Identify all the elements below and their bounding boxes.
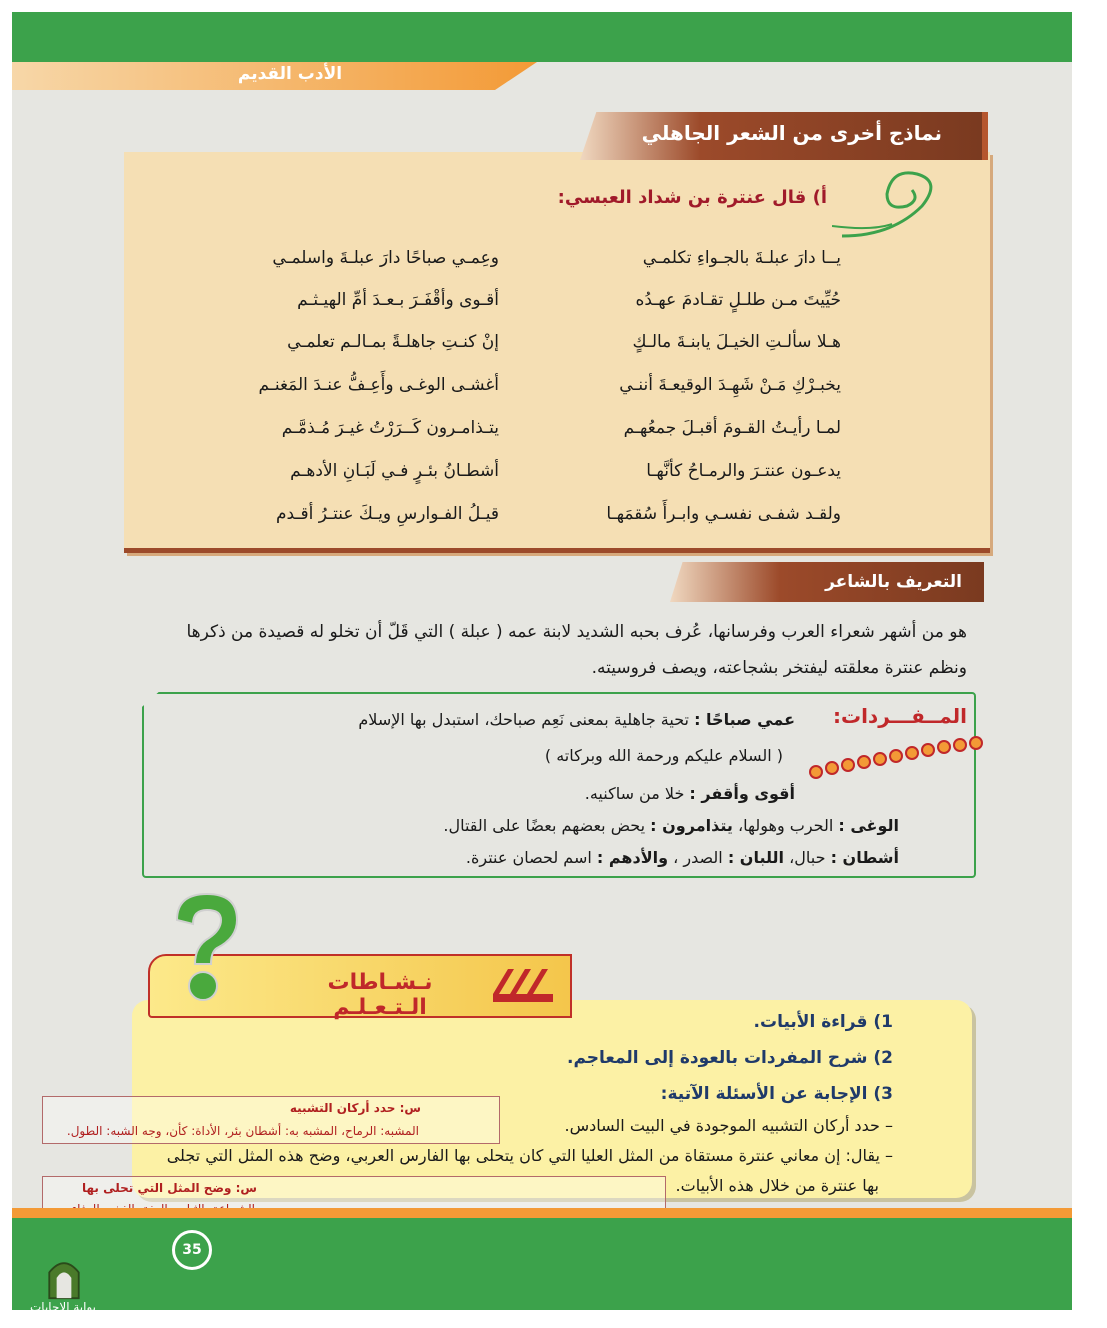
vocab-definition: خلا من ساكنيه.: [584, 784, 690, 803]
site-logo-text: بوابة الإجابات: [30, 1300, 97, 1314]
verse-2-second: أقـوى وأقْفَـرَ بـعـدَ أمِّ الهيـثـم: [297, 290, 499, 310]
vocab-term: أقوى وأقفر :: [689, 784, 795, 803]
site-logo-icon: [44, 1254, 84, 1300]
vocab-definition: حبال،: [784, 848, 831, 867]
swirl-ornament-icon: [832, 166, 952, 246]
vocab-line-2: [545, 746, 783, 765]
vocab-line-1: [358, 710, 795, 729]
page-number: 35: [172, 1230, 212, 1270]
verse-5-first: لمـا رأيـتُ القـومَ أقبـلَ جمعُهـم: [623, 418, 841, 438]
vocab-line-4: [443, 816, 899, 835]
bead-chain-icon: [806, 734, 986, 782]
vocab-term: اللبان :: [727, 848, 784, 867]
verse-3-first: هـلا سألـتِ الخيـلَ يابنـةَ مالـكٍ: [632, 332, 841, 352]
top-green-band: [12, 12, 1072, 62]
vocab-definition: يحض بعضهم بعضًا على القتال.: [443, 816, 651, 835]
footer-green-band: [12, 1218, 1072, 1310]
verse-4-first: يخبـرْكِ مَـنْ شَهِـدَ الوقيعـةَ أننـي: [619, 375, 841, 395]
verse-6-second: أشطـانُ بئـرٍ فـي لَبَـانِ الأدهـم: [290, 461, 499, 481]
tab-stripes-icon: [488, 964, 558, 1004]
answer-stamp-1-answer: المشبه: الرماح، المشبه به: أشطان بئر، الأداة: كأن، وجه الشبه: الطول.: [66, 1124, 419, 1138]
section-title: نماذج أخرى من الشعر الجاهلي: [641, 121, 942, 145]
vocabulary-title: المــفـــردات:: [832, 704, 967, 728]
verse-1-second: وعِمـي صباحًا دارَ عبلـةَ واسلمـي: [272, 248, 499, 268]
vocab-term: أشطان :: [830, 848, 899, 867]
vocab-definition: الحرب وهولها،: [732, 816, 839, 835]
vocab-term: عمي صباحًا :: [694, 710, 795, 729]
vocab-definition: اسم لحصان عنترة.: [465, 848, 597, 867]
verse-2-first: حُيِّيتَ مـن طلـلٍ تقـادمَ عهـدُه: [635, 290, 841, 310]
activity-question-2: – يقال: إن معاني عنترة مستقاة من المثل العليا التي كان يتحلى بها الفارس العربي، وضح هذه المثل التي تجلى: [166, 1146, 893, 1165]
activity-question-2-cont: بها عنترة من خلال هذه الأبيات.: [675, 1176, 879, 1195]
intro-paragraph-line-2: ونظم عنترة معلقته ليفتخر بشجاعته، ويصف فروسيته.: [591, 658, 967, 678]
verse-7-second: قيـلُ الفـوارسِ ويـكَ عنتـرُ أقـدم: [276, 504, 499, 524]
verse-5-second: يتـذامـرون كَــرَرْتُ غيـرَ مُـذمَّـم: [281, 418, 499, 438]
vocab-line-5: [466, 848, 899, 867]
verse-7-first: ولقـد شفـى نفسـي وابـرأَ سُقمَهـا: [606, 504, 841, 524]
verse-3-second: إنْ كنـتِ جاهلـةً بمـالـم تعلمـي: [287, 332, 499, 352]
chapter-title: الأدب القديم: [237, 64, 343, 84]
activities-title: نـشـاطات الـتـعـلـم: [327, 970, 433, 1020]
activity-question-1: – حدد أركان التشبيه الموجودة في البيت السادس.: [564, 1116, 893, 1135]
vocab-term: الوغى :: [838, 816, 899, 835]
poem-heading: أ) قال عنترة بن شداد العبسي:: [557, 187, 827, 208]
intro-title: التعريف بالشاعر: [825, 572, 962, 592]
vocab-definition: تحية جاهلية بمعنى نَعِم صباحك، استبدل بها الإسلام: [358, 710, 695, 729]
activity-item-2: 2) شرح المفردات بالعودة إلى المعاجم.: [566, 1048, 893, 1068]
vocab-term: والأدهم :: [596, 848, 669, 867]
question-mark-icon: [165, 890, 245, 1010]
activity-item-3: 3) الإجابة عن الأسئلة الآتية:: [660, 1084, 893, 1104]
verse-1-first: يــا دارَ عبلـةَ بالجـواءِ تكلمـي: [642, 248, 841, 268]
vocab-definition: الصدر ،: [668, 848, 728, 867]
verse-6-first: يدعـون عنتـرَ والرمـاحُ كأنَّهـا: [646, 461, 841, 481]
answer-stamp-2-question: س: وضح المثل التي تحلى بها: [81, 1181, 257, 1195]
verse-4-second: أغشـى الوغـى وأَعِـفُّ عنـدَ المَغنـم: [258, 375, 499, 395]
activity-item-1: 1) قراءة الأبيات.: [753, 1012, 893, 1032]
vocab-line-3: [585, 784, 795, 803]
answer-stamp-1-question: س: حدد أركان التشبيه: [289, 1101, 421, 1115]
vocab-definition: ( السلام عليكم ورحمة الله وبركاته ): [544, 746, 783, 765]
intro-paragraph-line-1: هو من أشهر شعراء العرب وفرسانها، عُرف بحبه الشديد لابنة عمه ( عبلة ) التي قَلّ أن تخلو له قصيدة من ذكرها: [186, 622, 967, 642]
footer-orange-stripe: [12, 1208, 1072, 1218]
vocab-term: يتذامرون :: [650, 816, 733, 835]
